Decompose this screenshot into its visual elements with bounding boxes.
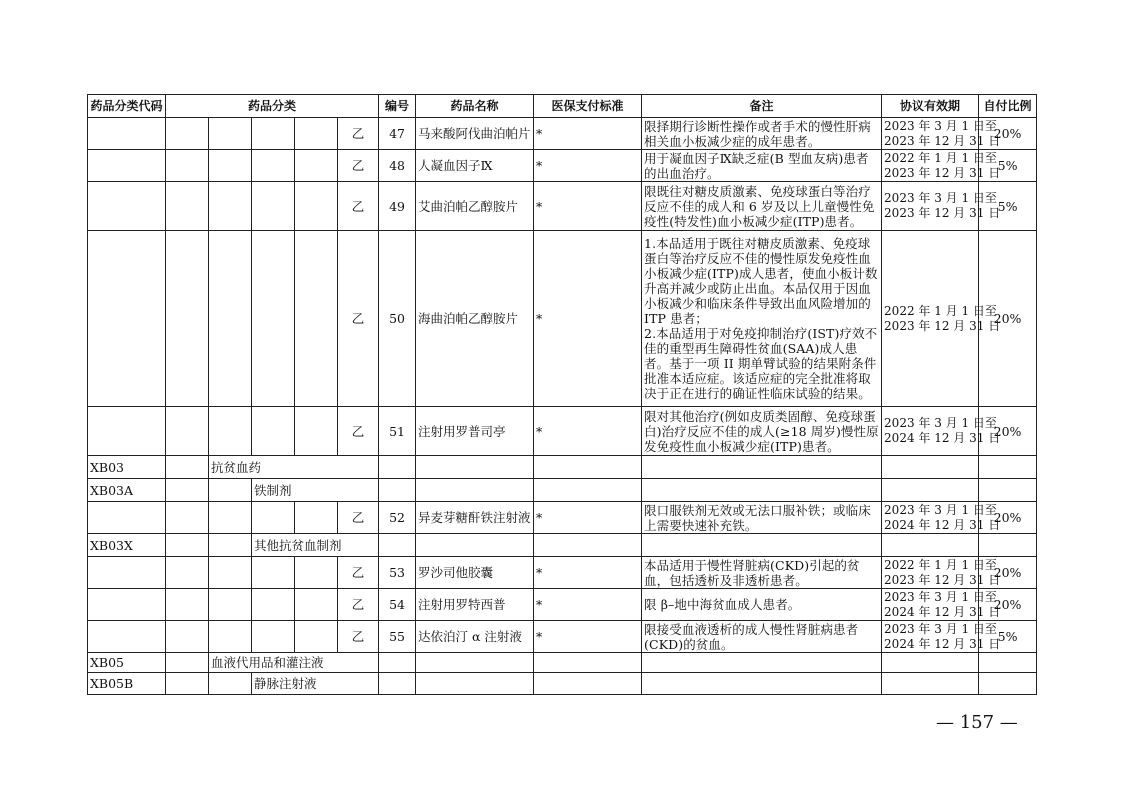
validity-start: 2023 年 3 月 1 日至 xyxy=(884,416,997,430)
table-row xyxy=(88,502,1037,534)
category-row xyxy=(88,456,1037,479)
subcategory-name-cell: 其他抗贫血制剂 xyxy=(252,534,379,557)
header-note: 备注 xyxy=(642,95,882,118)
validity-cell xyxy=(882,557,1001,589)
table-row xyxy=(88,182,1037,231)
drug-name-cell: 注射用罗普司亭 xyxy=(416,407,534,456)
table-row xyxy=(88,407,1037,456)
category-row xyxy=(88,534,1037,557)
category-row xyxy=(88,653,1037,673)
note-cell: 限口服铁剂无效或无法口服补铁；或临床上需要快速补充铁。 xyxy=(642,502,882,534)
number-cell: 48 xyxy=(379,150,416,182)
validity-start: 2023 年 3 月 1 日至 xyxy=(884,502,997,517)
standard-cell: * xyxy=(534,407,642,456)
number-cell: 49 xyxy=(379,182,416,231)
header-number: 编号 xyxy=(379,95,416,118)
note-cell: 限择期行诊断性操作或者手术的慢性肝病相关血小板减少症的成年患者。 xyxy=(642,118,882,150)
note-cell: 限 β–地中海贫血成人患者。 xyxy=(642,589,882,621)
ratio-cell: 5% xyxy=(979,182,1037,231)
header-ratio: 自付比例 xyxy=(979,95,1037,118)
note-cell: 本品适用于慢性肾脏病(CKD)引起的贫血，包括透析及非透析患者。 xyxy=(642,557,882,589)
number-cell: 55 xyxy=(379,621,416,653)
standard-cell: * xyxy=(534,557,642,589)
validity-start: 2023 年 3 月 1 日至 xyxy=(884,118,997,133)
subcategory-name-cell: 铁制剂 xyxy=(252,479,379,502)
validity-start: 2022 年 1 月 1 日至 xyxy=(884,557,997,572)
class-cell: 乙 xyxy=(338,502,379,534)
ratio-cell: 20% xyxy=(979,557,1037,589)
category-code-cell: XB03A xyxy=(88,479,166,502)
validity-cell xyxy=(882,621,1001,653)
header-category: 药品分类 xyxy=(166,95,379,118)
number-cell: 53 xyxy=(379,557,416,589)
table-row xyxy=(88,621,1037,653)
standard-cell: * xyxy=(534,231,642,407)
category-code-cell: XB05B xyxy=(88,673,166,695)
header-row xyxy=(88,95,1037,118)
ratio-cell: 20% xyxy=(979,407,1037,456)
validity-cell xyxy=(882,502,1001,534)
standard-cell: * xyxy=(534,589,642,621)
category-row xyxy=(88,673,1037,695)
validity-cell xyxy=(882,182,1001,231)
validity-end: 2024 年 12 月 31 日 xyxy=(884,517,1001,532)
ratio-cell: 5% xyxy=(979,621,1037,653)
number-cell: 50 xyxy=(379,231,416,407)
validity-cell xyxy=(882,118,1001,150)
class-cell: 乙 xyxy=(338,150,379,182)
ratio-cell: 20% xyxy=(979,118,1037,150)
standard-cell: * xyxy=(534,621,642,653)
ratio-cell: 5% xyxy=(979,150,1037,182)
validity-start: 2023 年 3 月 1 日至 xyxy=(884,589,997,604)
validity-start: 2022 年 1 月 1 日至 xyxy=(884,150,997,165)
header-name: 药品名称 xyxy=(416,95,534,118)
table-row xyxy=(88,557,1037,589)
header-standard: 医保支付标准 xyxy=(534,95,642,118)
validity-end: 2023 年 12 月 31 日 xyxy=(884,206,1001,220)
header-validity: 协议有效期 xyxy=(882,95,979,118)
note-cell: 限既往对糖皮质激素、免疫球蛋白等治疗反应不佳的成人和 6 岁及以上儿童慢性免疫性(特发性)血小板减少症(ITP)患者。 xyxy=(642,182,882,231)
validity-start: 2022 年 1 月 1 日至 xyxy=(884,303,997,318)
drug-table xyxy=(87,94,1037,695)
table-row xyxy=(88,589,1037,621)
class-cell: 乙 xyxy=(338,231,379,407)
category-code-cell: XB03 xyxy=(88,456,166,479)
category-code-cell: XB05 xyxy=(88,653,166,673)
standard-cell: * xyxy=(534,118,642,150)
validity-end: 2024 年 12 月 31 日 xyxy=(884,636,1001,651)
validity-cell xyxy=(882,150,1001,182)
class-cell: 乙 xyxy=(338,621,379,653)
note-paragraph: 1.本品适用于既往对糖皮质激素、免疫球蛋白等治疗反应不佳的慢性原发免疫性血小板减少症(ITP)成人患者，使血小板计数升高并减少或防止出血。本品仅用于因血小板减少和临床条件导致出血风险增加的 ITP 患者； xyxy=(644,236,878,326)
drug-name-cell: 罗沙司他胶囊 xyxy=(416,557,534,589)
note-paragraph: 2.本品适用于对免疫抑制治疗(IST)疗效不佳的重型再生障碍性贫血(SAA)成人患者。基于一项 II 期单臂试验的结果附条件批准本适应症。该适应症的完全批准将取决于正在进行的确证性临床试验的结果。 xyxy=(644,326,878,401)
table-row xyxy=(88,231,1037,407)
class-cell: 乙 xyxy=(338,118,379,150)
drug-name-cell: 人凝血因子Ⅸ xyxy=(416,150,534,182)
category-name-cell: 抗贫血药 xyxy=(209,456,379,479)
class-cell: 乙 xyxy=(338,557,379,589)
standard-cell: * xyxy=(534,502,642,534)
validity-start: 2023 年 3 月 1 日至 xyxy=(884,621,997,636)
validity-end: 2023 年 12 月 31 日 xyxy=(884,165,1001,180)
subcategory-name-cell: 静脉注射液 xyxy=(252,673,379,695)
number-cell: 54 xyxy=(379,589,416,621)
class-cell: 乙 xyxy=(338,407,379,456)
standard-cell: * xyxy=(534,182,642,231)
ratio-cell: 20% xyxy=(979,502,1037,534)
header-code: 药品分类代码 xyxy=(88,95,166,118)
validity-cell xyxy=(882,589,1001,621)
class-cell: 乙 xyxy=(338,182,379,231)
note-cell: 用于凝血因子Ⅸ缺乏症(B 型血友病)患者的出血治疗。 xyxy=(642,150,882,182)
ratio-cell: 20% xyxy=(979,231,1037,407)
drug-name-cell: 马来酸阿伐曲泊帕片 xyxy=(416,118,534,150)
validity-end: 2023 年 12 月 31 日 xyxy=(884,318,1001,333)
ratio-cell: 20% xyxy=(979,589,1037,621)
category-row xyxy=(88,479,1037,502)
drug-name-cell: 艾曲泊帕乙醇胺片 xyxy=(416,182,534,231)
validity-start: 2023 年 3 月 1 日至 xyxy=(884,191,997,205)
drug-name-cell: 达依泊汀 α 注射液 xyxy=(416,621,534,653)
note-cell xyxy=(642,231,882,407)
validity-end: 2024 年 12 月 31 日 xyxy=(884,604,1001,619)
drug-name-cell: 海曲泊帕乙醇胺片 xyxy=(416,231,534,407)
number-cell: 47 xyxy=(379,118,416,150)
page-number: — 157 — xyxy=(936,712,1018,733)
number-cell: 52 xyxy=(379,502,416,534)
validity-end: 2023 年 12 月 31 日 xyxy=(884,133,1001,148)
validity-cell xyxy=(882,231,1001,407)
validity-end: 2024 年 12 月 31 日 xyxy=(884,431,1001,445)
drug-name-cell: 异麦芽糖酐铁注射液 xyxy=(416,502,534,534)
table-row xyxy=(88,118,1037,150)
note-cell: 限接受血液透析的成人慢性肾脏病患者(CKD)的贫血。 xyxy=(642,621,882,653)
drug-name-cell: 注射用罗特西普 xyxy=(416,589,534,621)
validity-end: 2023 年 12 月 31 日 xyxy=(884,572,1001,587)
category-name-cell: 血液代用品和灌注液 xyxy=(209,653,379,673)
category-code-cell: XB03X xyxy=(88,534,166,557)
standard-cell: * xyxy=(534,150,642,182)
note-cell: 限对其他治疗(例如皮质类固醇、免疫球蛋白)治疗反应不佳的成人(≥18 周岁)慢性原发免疫性血小板减少症(ITP)患者。 xyxy=(642,407,882,456)
number-cell: 51 xyxy=(379,407,416,456)
validity-cell xyxy=(882,407,1001,456)
table-row xyxy=(88,150,1037,182)
class-cell: 乙 xyxy=(338,589,379,621)
